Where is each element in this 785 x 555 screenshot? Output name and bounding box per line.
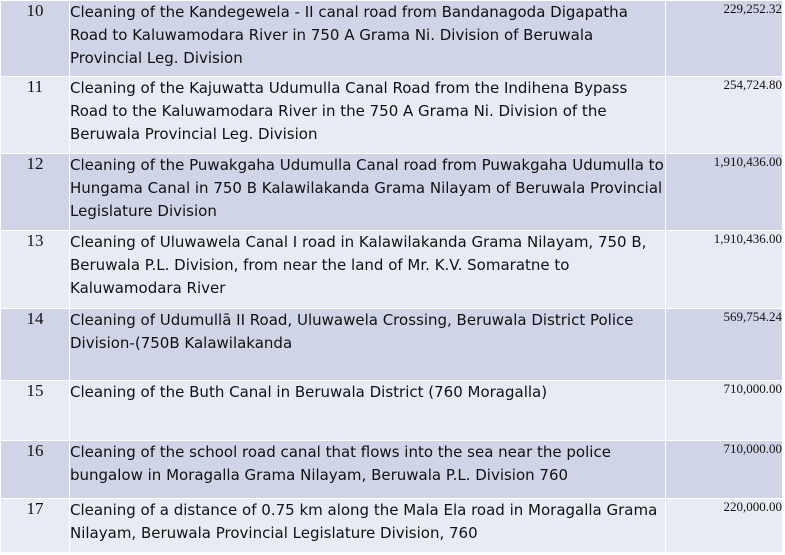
row-number: 15 xyxy=(1,381,70,441)
table-row xyxy=(1,1,783,77)
row-number: 17 xyxy=(1,499,70,553)
row-description: Cleaning of the Kandegewela - II canal road from Bandanagoda Digapatha Road to Kaluwamodara River in 750 A Grama Ni. Division of Beruwala Provincial Leg. Division xyxy=(70,1,666,77)
row-description: Cleaning of the Buth Canal in Beruwala District (760 Moragalla) xyxy=(70,381,666,441)
row-number: 11 xyxy=(1,77,70,154)
row-amount: 1,910,436.00 xyxy=(666,231,783,309)
row-amount: 569,754.24 xyxy=(666,309,783,381)
row-amount: 254,724.80 xyxy=(666,77,783,154)
row-amount: 1,910,436.00 xyxy=(666,154,783,231)
row-amount: 710,000.00 xyxy=(666,441,783,499)
row-number: 10 xyxy=(1,1,70,77)
table-row xyxy=(1,77,783,154)
row-number: 14 xyxy=(1,309,70,381)
row-description: Cleaning of the Kajuwatta Udumulla Canal Road from the Indihena Bypass Road to the Kaluwamodara River in the 750 A Grama Ni. Division of the Beruwala Provincial Leg. Division xyxy=(70,77,666,154)
table-row xyxy=(1,309,783,381)
row-number: 12 xyxy=(1,154,70,231)
row-amount: 220,000.00 xyxy=(666,499,783,553)
table-row xyxy=(1,154,783,231)
row-description: Cleaning of Uluwawela Canal I road in Kalawilakanda Grama Nilayam, 750 B, Beruwala P.L. Division, from near the land of Mr. K.V. Somaratne to Kaluwamodara River xyxy=(70,231,666,309)
row-description: Cleaning of the school road canal that flows into the sea near the police bungalow in Moragalla Grama Nilayam, Beruwala P.L. Division 760 xyxy=(70,441,666,499)
table-row xyxy=(1,441,783,499)
row-description: Cleaning of Udumullā II Road, Uluwawela Crossing, Beruwala District Police Division-(750B Kalawilakanda xyxy=(70,309,666,381)
table-row xyxy=(1,381,783,441)
row-amount: 229,252.32 xyxy=(666,1,783,77)
table-row xyxy=(1,231,783,309)
row-amount: 710,000.00 xyxy=(666,381,783,441)
table-row xyxy=(1,499,783,553)
row-description: Cleaning of the Puwakgaha Udumulla Canal road from Puwakgaha Udumulla to Hungama Canal in 750 B Kalawilakanda Grama Nilayam of Beruwala Provincial Legislature Division xyxy=(70,154,666,231)
row-number: 16 xyxy=(1,441,70,499)
row-number: 13 xyxy=(1,231,70,309)
row-description: Cleaning of a distance of 0.75 km along the Mala Ela road in Moragalla Grama Nilayam, Beruwala Provincial Legislature Division, 760 xyxy=(70,499,666,553)
